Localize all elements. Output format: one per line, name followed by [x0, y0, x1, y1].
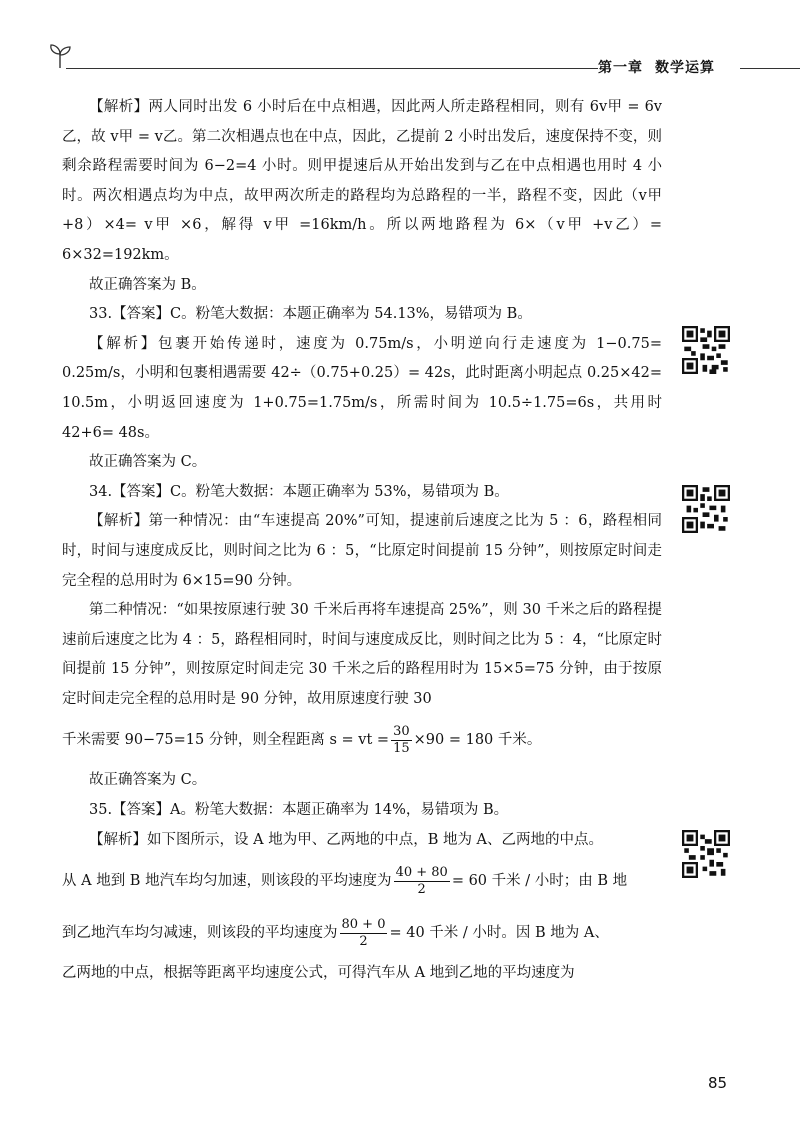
fraction — [340, 917, 388, 950]
chapter-number: 第一章 — [598, 60, 643, 76]
analysis-34-case2: 第二种情况：“如果按原速行驶 30 千米后再将车速提高 25%”，则 30 千米之后的路程提速前后速度之比为 4 ：5，路程相同时，时间与速度成反比，则时间之比为 5 ：4，“比原定时间提前 15 分钟”，则按原定时间走完 30 千米之后的路程用时为 15×5=75 分钟，由于按原定时间走完全程的总用时是 90 分钟，故用原速度行驶 30 — [62, 602, 662, 707]
analysis-33: 【解析】包裹开始传递时，速度为 0.75m/s，小明逆向行走速度为 1−0.75= 0.25m/s，小明和包裹相遇需要 42÷（0.75+0.25）= 42s，此时距离小明起点 0.25×42= 10.5m，小明返回速度为 1+0.75=1.75m/s，所需时间为 10.5÷1.75=6s，共用时 42+6= 48s。 — [62, 335, 662, 441]
formula-text: 到乙地汽车均匀减速，则该段的平均速度为 — [62, 925, 338, 942]
analysis-35: 【解析】如下图所示，设 A 地为甲、乙两地的中点，B 地为 A、乙两地的中点。 — [89, 831, 604, 848]
header-rule-right — [740, 68, 800, 69]
header-rule — [66, 68, 598, 69]
formula-text: = 40 千米 / 小时。因 B 地为 A、 — [389, 925, 609, 942]
formula-text: ×90 = 180 千米。 — [413, 732, 542, 749]
page-number: 85 — [708, 1074, 728, 1092]
formula-text: 从 A 地到 B 地汽车均匀加速，则该段的平均速度为 — [62, 873, 392, 890]
answer-line-34: 故正确答案为 C。 — [89, 772, 207, 789]
answer-line-33: 故正确答案为 C。 — [89, 454, 207, 471]
analysis-34-case1: 【解析】第一种情况：由“车速提高 20%”可知，提速前后速度之比为 5 ：6，路程相同时，时间与速度成反比，则时间之比为 6 ：5，“比原定时间提前 15 分钟”，则按原定时间走完全程的总用时为 6×15=90 分钟。 — [62, 513, 662, 589]
qr-code-icon — [682, 830, 730, 878]
analysis-34-formula — [62, 714, 662, 766]
answer-line-32: 故正确答案为 B。 — [89, 276, 206, 293]
analysis-35-cont: 乙两地的中点，根据等距离平均速度公式，可得汽车从 A 地到乙地的平均速度为 — [62, 965, 575, 982]
qr-code-icon — [682, 485, 730, 533]
page-header — [0, 0, 800, 90]
answer-35: 35.【答案】A。粉笔大数据：本题正确率为 14%，易错项为 B。 — [89, 802, 509, 819]
page-content — [62, 93, 662, 989]
formula-text: = 60 千米 / 小时；由 B 地 — [451, 873, 628, 890]
fraction-numerator: 40 + 80 — [395, 864, 448, 880]
section-title: 数学运算 — [655, 60, 715, 76]
leaf-icon — [46, 42, 74, 70]
answer-33: 33.【答案】C。粉笔大数据：本题正确率为 54.13%，易错项为 B。 — [89, 306, 532, 323]
formula-text: 千米需要 90−75=15 分钟，则全程距离 s = vt = — [62, 732, 390, 749]
fraction — [391, 724, 412, 757]
answer-34: 34.【答案】C。粉笔大数据：本题正确率为 53%，易错项为 B。 — [89, 483, 509, 500]
analysis-32: 【解析】两人同时出发 6 小时后在中点相遇，因此两人所走路程相同，则有 6v甲 = 6v乙，故 v甲 = v乙。第二次相遇点也在中点，因此，乙提前 2 小时出发后，速度保持不变，则剩余路程需要时间为 6−2=4 小时。则甲提速后从开始出发到与乙在中点相遇也用时 4 小时。两次相遇点均为中点，故甲两次所走的路程均为总路程的一半，路程不变，因此（v甲 +8）×4= v甲 ×6，解得 v甲 =16km/h。所以两地路程为 6×（v甲 +v乙）= 6×32=192km。 — [62, 99, 662, 263]
fraction-numerator: 80 + 0 — [341, 916, 386, 932]
analysis-35-formula1 — [62, 855, 662, 907]
fraction — [394, 865, 450, 898]
fraction-denominator: 2 — [359, 933, 368, 949]
qr-code-icon — [682, 326, 730, 374]
fraction-denominator: 15 — [393, 740, 410, 756]
fraction-denominator: 2 — [417, 881, 426, 897]
chapter-title — [598, 57, 715, 77]
fraction-numerator: 30 — [393, 723, 410, 739]
analysis-35-formula2 — [62, 907, 662, 959]
